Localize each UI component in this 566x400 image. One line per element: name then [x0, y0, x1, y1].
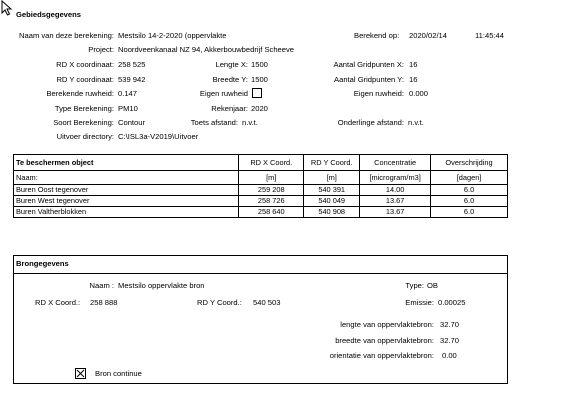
uitvoer-value: C:\ISL3a-V2019\Uitvoer: [118, 132, 199, 141]
gridx-value: 16: [409, 60, 418, 69]
breedte-value: 1500: [251, 75, 268, 84]
bron-orientatie-label: orientatie van oppervlaktebron:: [329, 351, 434, 360]
table-cell: 14.00: [360, 185, 431, 196]
table-cell: Buren Valtherblokken: [14, 207, 239, 218]
bron-lengte-value: 32.70: [440, 320, 460, 329]
calc-name-value: Mestsilo 14-2-2020 (oppervlakte: [118, 31, 227, 40]
bron-rdy-value: 540 503: [253, 298, 281, 307]
table-row: [14, 207, 508, 218]
gridy-value: 16: [409, 75, 418, 84]
table-cell: Buren West tegenover: [14, 196, 239, 207]
bron-rdy-label: RD Y Coord.:: [197, 298, 242, 307]
table-cell: 258 726: [239, 196, 304, 207]
ruwheid-label: Berekende ruwheid:: [46, 89, 114, 98]
toets-value: n.v.t.: [242, 118, 258, 127]
table-subheader-cell: [dagen]: [431, 171, 508, 185]
bron-type-value: OB: [427, 281, 438, 290]
table-cell: 13.67: [360, 196, 431, 207]
eigen-ruwheid-label: Eigen ruwheid: [199, 89, 248, 98]
bron-breedte-value: 32.70: [440, 336, 460, 345]
table-header-cell: RD Y Coord.: [304, 155, 360, 171]
bron-breedte-label: breedte van oppervlaktebron:: [335, 336, 434, 345]
uitvoer-label: Uitvoer directory:: [56, 132, 114, 141]
rdx-label: RD X coordinaat:: [56, 60, 114, 69]
gridy-label: Aantal Gridpunten Y:: [334, 75, 404, 84]
table-cell: Buren Oost tegenover: [14, 185, 239, 196]
eigen-ruwheid-value-label: Eigen ruwheid:: [353, 89, 404, 98]
toets-label: Toets afstand:: [190, 118, 238, 127]
bron-rdx-value: 258 888: [90, 298, 118, 307]
eigen-ruwheid-value: 0.000: [409, 89, 429, 98]
bron-lengte-label: lengte van oppervlaktebron:: [340, 320, 434, 329]
bron-naam-value: Mestsilo oppervlakte bron: [118, 281, 205, 290]
table-cell: 540 049: [304, 196, 360, 207]
table-cell: 6.0: [431, 196, 508, 207]
table-subheader-row: [14, 171, 508, 185]
soort-label: Soort Berekening:: [53, 118, 114, 127]
objects-table: [13, 154, 508, 218]
table-subheader-cell: [microgram/m3]: [360, 171, 431, 185]
bron-emissie-value: 0.00025: [438, 298, 466, 307]
lengte-value: 1500: [251, 60, 268, 69]
table-header-cell: Overschrijding: [431, 155, 508, 171]
project-value: Noordveenkanaal NZ 94, Akkerbouwbedrijf Scheeve: [118, 45, 295, 54]
rdx-value: 258 525: [118, 60, 146, 69]
table-row: [14, 185, 508, 196]
table-cell: 6.0: [431, 207, 508, 218]
table-subheader-cell: [m]: [304, 171, 360, 185]
bron-naam-label: Naam :: [89, 281, 114, 290]
rekenjaar-label: Rekenjaar:: [211, 104, 248, 113]
bron-divider: [13, 273, 508, 274]
section-title-gebiedsgegevens: Gebiedsgegevens: [16, 10, 81, 19]
table-header-cell: Te beschermen object: [14, 155, 239, 171]
checkbox-checked-icon: [76, 369, 85, 378]
rekenjaar-value: 2020: [251, 104, 268, 113]
table-header-cell: Concentratie: [360, 155, 431, 171]
calc-name-label: Naam van deze berekening:: [19, 31, 114, 40]
table-header-row: [14, 155, 508, 171]
calc-on-time: 11:45:44: [475, 31, 504, 40]
bron-continue-label: Bron continue: [95, 369, 142, 378]
type-value: PM10: [118, 104, 138, 113]
soort-value: Contour: [118, 118, 146, 127]
onderlinge-label: Onderlinge afstand:: [337, 118, 404, 127]
bron-continue-checkbox[interactable]: [75, 368, 86, 379]
bron-orientatie-value: 0.00: [442, 351, 457, 360]
table-row: [14, 196, 508, 207]
table-cell: 258 640: [239, 207, 304, 218]
onderlinge-value: n.v.t.: [408, 118, 424, 127]
bron-emissie-label: Emissie:: [405, 298, 434, 307]
bron-type-label: Type:: [405, 281, 424, 290]
rdy-label: RD Y coordinaat:: [56, 75, 114, 84]
table-cell: 540 908: [304, 207, 360, 218]
lengte-label: Lengte X:: [215, 60, 248, 69]
calc-on-date: 2020/02/14: [409, 31, 448, 40]
table-cell: 259 208: [239, 185, 304, 196]
rdy-value: 539 942: [118, 75, 146, 84]
mouse-pointer-icon: [1, 0, 13, 16]
bron-rdx-label: RD X Coord.:: [35, 298, 81, 307]
table-cell: 540 391: [304, 185, 360, 196]
table-cell: 13.67: [360, 207, 431, 218]
gridx-label: Aantal Gridpunten X:: [333, 60, 404, 69]
eigen-ruwheid-checkbox[interactable]: [252, 88, 262, 98]
breedte-label: Breedte Y:: [212, 75, 248, 84]
bron-title: Brongegevens: [16, 259, 69, 268]
type-label: Type Berekening:: [54, 104, 114, 113]
calc-on-label: Berekend op:: [354, 31, 400, 40]
table-cell: 6.0: [431, 185, 508, 196]
project-label: Project:: [88, 45, 114, 54]
table-subheader-cell: [m]: [239, 171, 304, 185]
ruwheid-value: 0.147: [118, 89, 138, 98]
table-subheader-cell: Naam:: [14, 171, 239, 185]
table-header-cell: RD X Coord.: [239, 155, 304, 171]
